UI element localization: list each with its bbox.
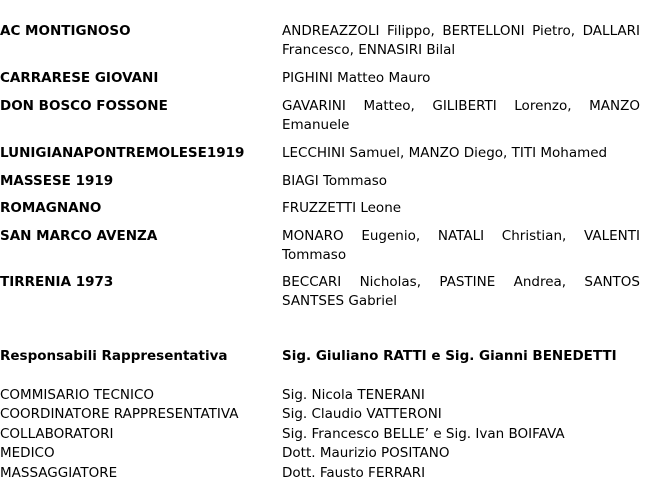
staff-name: Dott. Maurizio POSITANO	[282, 445, 450, 461]
staff-name: Dott. Fausto FERRARI	[282, 465, 426, 481]
club-players: LECCHINI Samuel, MANZO Diego, TITI Mohamed	[282, 145, 608, 161]
club-name: CARRARESE GIOVANI	[0, 70, 159, 86]
club-name: AC MONTIGNOSO	[0, 23, 131, 39]
club-name: SAN MARCO AVENZA	[0, 228, 158, 244]
staff-role: COLLABORATORI	[0, 426, 114, 442]
club-name: DON BOSCO FOSSONE	[0, 98, 168, 114]
club-name: LUNIGIANAPONTREMOLESE1919	[0, 145, 245, 161]
staff-role: COORDINATORE RAPPRESENTATIVA	[0, 406, 239, 422]
staff-name: Sig. Francesco BELLE’ e Sig. Ivan BOIFAVA	[282, 426, 565, 442]
responsabili-names: Sig. Giuliano RATTI e Sig. Gianni BENEDETTI	[282, 348, 617, 364]
club-players: MONARO Eugenio, NATALI Christian, VALENTI Tommaso	[282, 228, 640, 263]
club-players: ANDREAZZOLI Filippo, BERTELLONI Pietro, DALLARI Francesco, ENNASIRI Bilal	[282, 23, 640, 58]
staff-role: MEDICO	[0, 445, 55, 461]
club-players: GAVARINI Matteo, GILIBERTI Lorenzo, MANZO Emanuele	[282, 98, 640, 133]
staff-name: Sig. Nicola TENERANI	[282, 387, 425, 403]
staff-name: Sig. Claudio VATTERONI	[282, 406, 442, 422]
club-players: BIAGI Tommaso	[282, 173, 388, 189]
club-players: PIGHINI Matteo Mauro	[282, 70, 431, 86]
club-name: ROMAGNANO	[0, 200, 102, 216]
responsabili-label: Responsabili Rappresentativa	[0, 348, 228, 364]
club-players: BECCARI Nicholas, PASTINE Andrea, SANTOS SANTSES Gabriel	[282, 274, 640, 309]
club-name: MASSESE 1919	[0, 173, 114, 189]
staff-role: COMMISARIO TECNICO	[0, 387, 154, 403]
staff-role: MASSAGGIATORE	[0, 465, 118, 481]
club-name: TIRRENIA 1973	[0, 274, 114, 290]
club-players: FRUZZETTI Leone	[282, 200, 402, 216]
